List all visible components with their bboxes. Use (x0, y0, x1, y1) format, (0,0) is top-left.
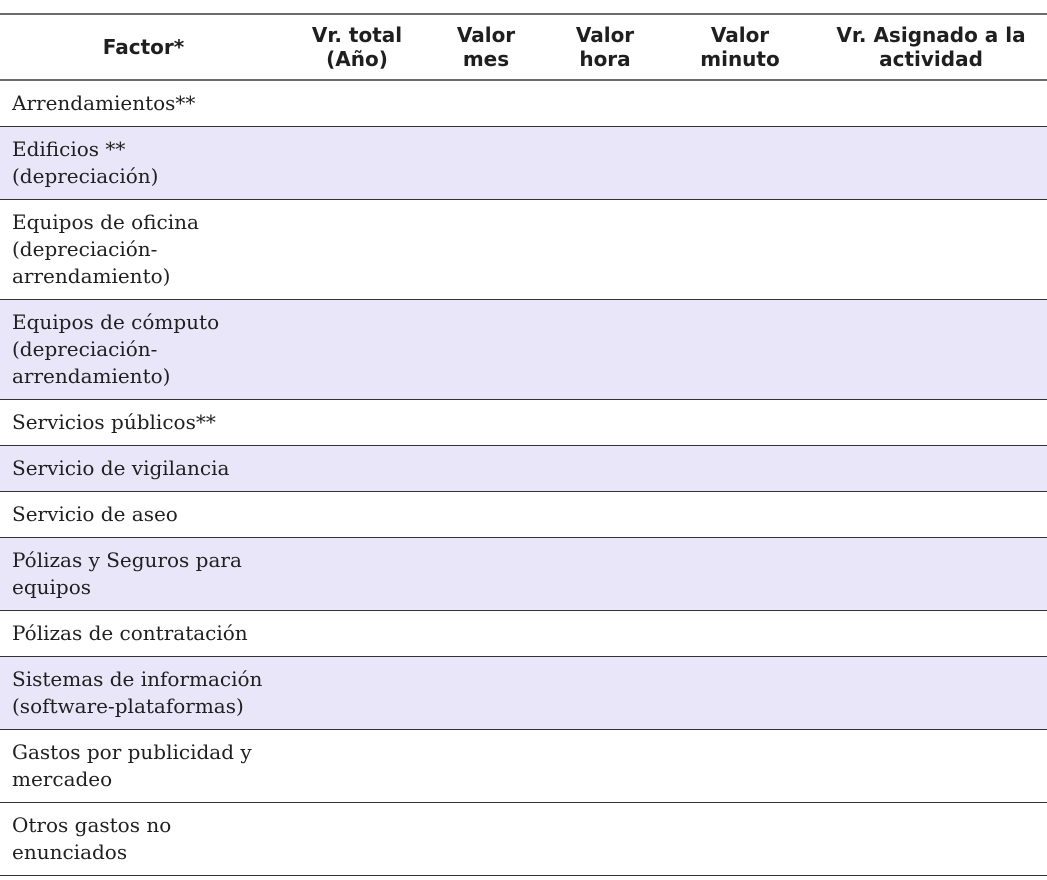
factor-cell: Pólizas y Seguros para equipos (0, 538, 287, 611)
minute-value-cell (665, 492, 815, 538)
header-month-value: Valor mes (427, 14, 545, 80)
month-value-cell (427, 730, 545, 803)
assigned-value-cell (815, 127, 1047, 200)
total-year-cell (287, 200, 427, 300)
assigned-value-cell (815, 803, 1047, 876)
assigned-value-cell (815, 446, 1047, 492)
total-year-cell (287, 446, 427, 492)
table-row (0, 611, 1047, 657)
table-row (0, 200, 1047, 300)
factor-cell: Sistemas de información (software-plataformas) (0, 657, 287, 730)
minute-value-cell (665, 300, 815, 400)
factor-cell: Servicios públicos** (0, 400, 287, 446)
factor-cell: Edificios ** (depreciación) (0, 127, 287, 200)
hour-value-cell (545, 657, 665, 730)
total-year-cell (287, 611, 427, 657)
table-header-row (0, 14, 1047, 80)
table-row (0, 492, 1047, 538)
minute-value-cell (665, 730, 815, 803)
total-year-cell (287, 127, 427, 200)
table-row (0, 803, 1047, 876)
month-value-cell (427, 127, 545, 200)
hour-value-cell (545, 80, 665, 127)
month-value-cell (427, 446, 545, 492)
assigned-value-cell (815, 730, 1047, 803)
hour-value-cell (545, 127, 665, 200)
minute-value-cell (665, 127, 815, 200)
header-assigned-value: Vr. Asignado a la actividad (815, 14, 1047, 80)
factor-cell: Servicio de vigilancia (0, 446, 287, 492)
cost-factor-table (0, 13, 1047, 876)
assigned-value-cell (815, 492, 1047, 538)
table-row (0, 80, 1047, 127)
month-value-cell (427, 803, 545, 876)
assigned-value-cell (815, 611, 1047, 657)
minute-value-cell (665, 803, 815, 876)
total-year-cell (287, 300, 427, 400)
total-year-cell (287, 803, 427, 876)
month-value-cell (427, 80, 545, 127)
month-value-cell (427, 492, 545, 538)
hour-value-cell (545, 492, 665, 538)
total-year-cell (287, 400, 427, 446)
total-year-cell (287, 492, 427, 538)
month-value-cell (427, 611, 545, 657)
assigned-value-cell (815, 657, 1047, 730)
header-factor: Factor* (0, 14, 287, 80)
month-value-cell (427, 300, 545, 400)
assigned-value-cell (815, 538, 1047, 611)
total-year-cell (287, 657, 427, 730)
table-row (0, 400, 1047, 446)
factor-cell: Pólizas de contratación (0, 611, 287, 657)
hour-value-cell (545, 803, 665, 876)
hour-value-cell (545, 446, 665, 492)
minute-value-cell (665, 611, 815, 657)
header-minute-value: Valor minuto (665, 14, 815, 80)
month-value-cell (427, 200, 545, 300)
minute-value-cell (665, 446, 815, 492)
hour-value-cell (545, 611, 665, 657)
table-row (0, 127, 1047, 200)
factor-cell: Servicio de aseo (0, 492, 287, 538)
hour-value-cell (545, 200, 665, 300)
header-hour-value: Valor hora (545, 14, 665, 80)
hour-value-cell (545, 730, 665, 803)
total-year-cell (287, 80, 427, 127)
month-value-cell (427, 538, 545, 611)
assigned-value-cell (815, 80, 1047, 127)
header-total-year: Vr. total (Año) (287, 14, 427, 80)
assigned-value-cell (815, 400, 1047, 446)
assigned-value-cell (815, 200, 1047, 300)
table-row (0, 300, 1047, 400)
table-row (0, 446, 1047, 492)
month-value-cell (427, 400, 545, 446)
table-row (0, 657, 1047, 730)
minute-value-cell (665, 400, 815, 446)
factor-cell: Equipos de oficina (depreciación- arrendamiento) (0, 200, 287, 300)
factor-cell: Arrendamientos** (0, 80, 287, 127)
factor-cell: Equipos de cómputo (depreciación- arrendamiento) (0, 300, 287, 400)
factor-cell: Otros gastos no enunciados (0, 803, 287, 876)
minute-value-cell (665, 657, 815, 730)
table-row (0, 538, 1047, 611)
minute-value-cell (665, 200, 815, 300)
hour-value-cell (545, 300, 665, 400)
total-year-cell (287, 538, 427, 611)
hour-value-cell (545, 400, 665, 446)
table-row (0, 730, 1047, 803)
minute-value-cell (665, 80, 815, 127)
hour-value-cell (545, 538, 665, 611)
factor-cell: Gastos por publicidad y mercadeo (0, 730, 287, 803)
total-year-cell (287, 730, 427, 803)
minute-value-cell (665, 538, 815, 611)
assigned-value-cell (815, 300, 1047, 400)
month-value-cell (427, 657, 545, 730)
